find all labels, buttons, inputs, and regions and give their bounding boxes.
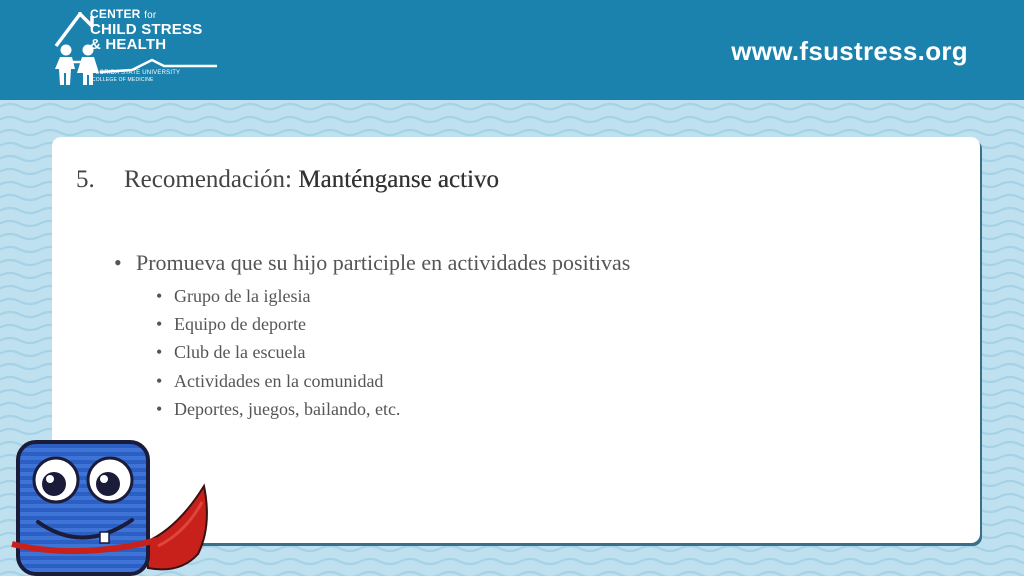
- list-item-text: Equipo de deporte: [174, 314, 306, 335]
- header-bar: [0, 0, 1024, 100]
- logo-university-name: FLORIDA STATE UNIVERSITY: [92, 70, 181, 76]
- bullet-dot-icon: •: [156, 342, 163, 363]
- list-item-text: Actividades en la comunidad: [174, 370, 384, 391]
- logo-line3: & HEALTH: [90, 36, 167, 53]
- list-item-text: Grupo de la iglesia: [174, 286, 311, 306]
- list-item-text: Club de la escuela: [174, 342, 306, 363]
- list-item: [156, 338, 400, 366]
- bullet-dot-icon: •: [156, 370, 163, 391]
- bullet-dot-icon: •: [156, 286, 163, 306]
- logo-line1-for: for: [144, 10, 157, 21]
- logo-college-name: COLLEGE OF MEDICINE: [92, 77, 154, 84]
- website-url: www.fsustress.org: [731, 36, 968, 66]
- bullet-dot-icon: •: [156, 314, 163, 335]
- logo-line2: CHILD STRESS: [90, 21, 203, 38]
- mascot-character: [8, 436, 228, 576]
- list-item: [156, 395, 400, 423]
- list-item: [156, 282, 400, 310]
- bullet-dot-icon: •: [114, 250, 122, 275]
- sub-bullet-list: [156, 282, 400, 423]
- bullet-dot-icon: •: [156, 398, 163, 419]
- list-item: [156, 367, 400, 395]
- logo-university: [92, 70, 180, 83]
- main-bullet-text: Promueva que su hijo participle en actividades positivas: [136, 250, 631, 275]
- list-item: [156, 310, 400, 338]
- heading-number: 5.: [76, 166, 95, 193]
- logo-wordmark: [90, 8, 202, 52]
- heading-emphasis: Manténganse activo: [298, 166, 499, 193]
- main-bullet: [114, 250, 630, 276]
- list-item-text: Deportes, juegos, bailando, etc.: [174, 398, 401, 419]
- slide-heading: [76, 166, 499, 194]
- heading-prefix: Recomendación:: [124, 166, 292, 193]
- logo-line1: CENTER: [90, 7, 141, 21]
